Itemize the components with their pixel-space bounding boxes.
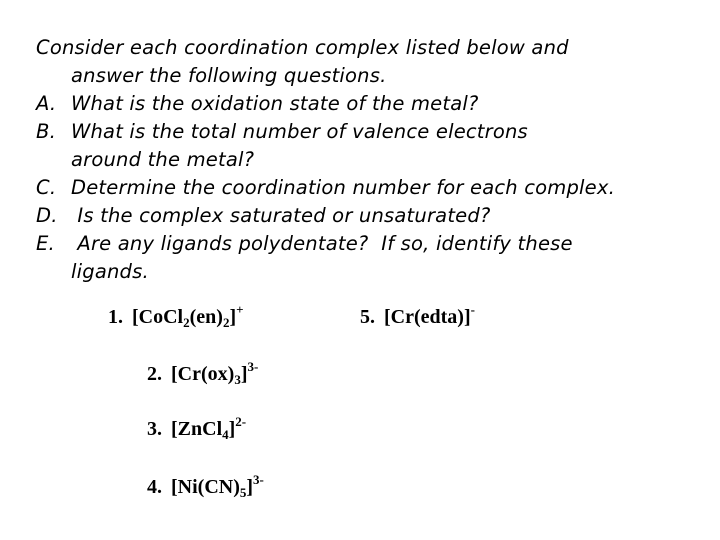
- question-d: [36, 202, 706, 230]
- question-letter: B.: [36, 120, 56, 143]
- complex-number: 1.: [108, 306, 123, 328]
- question-letter: C.: [36, 176, 57, 199]
- question-text: Determine the coordination number for each complex.: [71, 176, 616, 199]
- complex-formula: $[CoCl_2(en)_2]^+$: [132, 302, 244, 330]
- complex-1: [108, 302, 244, 331]
- formula-subscript: 2: [183, 315, 190, 330]
- formula-charge: -: [470, 302, 475, 317]
- question-text: Are any ligands polydentate? If so, identify these: [71, 232, 573, 255]
- complex-number: 4.: [147, 476, 162, 498]
- formula-subscript: 4: [222, 427, 229, 442]
- complex-2: [147, 359, 258, 388]
- question-text-continued: around the metal?: [71, 148, 255, 171]
- intro-line: answer the following questions.: [71, 64, 387, 87]
- question-b: [36, 118, 706, 146]
- complex-formula: $[Ni(CN)_5]^{3-}$: [171, 472, 264, 500]
- instructions-block: [36, 34, 706, 286]
- complex-number: 5.: [360, 306, 375, 328]
- question-a: [36, 90, 706, 118]
- complex-formula: [ZnCl$_4$]$^{2-}$: [171, 414, 247, 442]
- complex-number: 3.: [147, 418, 162, 440]
- formula-subscript: 3: [234, 372, 241, 387]
- question-text: Is the complex saturated or unsaturated?: [71, 204, 491, 227]
- question-letter: E.: [36, 232, 55, 255]
- question-text-continued: ligands.: [71, 260, 149, 283]
- question-letter: D.: [36, 204, 58, 227]
- complex-formula: [Cr(edta)]-: [384, 302, 475, 328]
- question-e: [36, 230, 706, 258]
- question-letter: A.: [36, 92, 57, 115]
- complex-5: [360, 302, 475, 329]
- question-text: What is the oxidation state of the metal?: [71, 92, 479, 115]
- formula-charge: 2-: [235, 414, 247, 429]
- complex-3: [147, 414, 246, 443]
- question-c: [36, 174, 706, 202]
- complex-formula: $[Cr(ox)_3]^{3-}$: [171, 359, 259, 387]
- question-text: What is the total number of valence electrons: [71, 120, 528, 143]
- formula-charge: +: [236, 302, 244, 317]
- intro-line: Consider each coordination complex listed below and: [36, 36, 569, 59]
- complex-number: 2.: [147, 363, 162, 385]
- formula-charge: 3-: [253, 472, 264, 487]
- complex-4: [147, 472, 264, 501]
- formula-subscript: 2: [222, 315, 230, 330]
- formula-charge: 3-: [247, 359, 259, 374]
- formula-subscript: 5: [239, 485, 247, 500]
